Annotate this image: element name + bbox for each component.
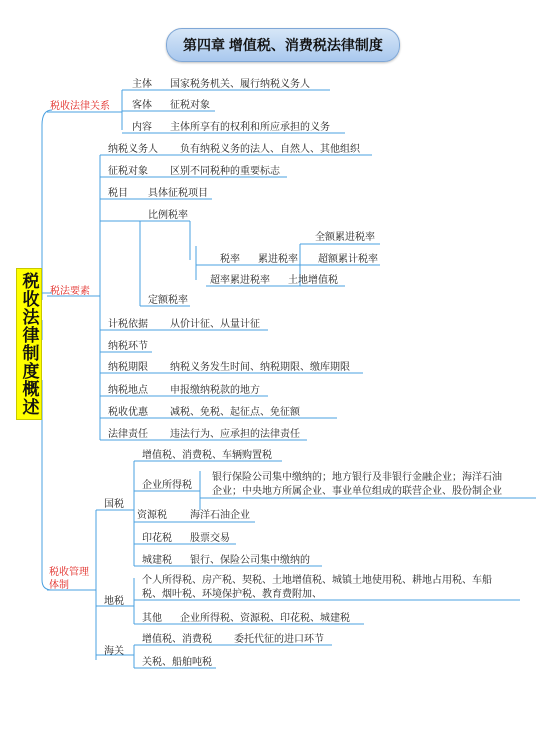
local-line2: 税、烟叶税、环境保护税、教育费附加、 (142, 589, 322, 600)
customs-row1-value: 委托代征的进口环节 (234, 634, 324, 645)
relation-subject-key: 主体 (132, 79, 152, 90)
urban-tax-key: 城建税 (142, 555, 172, 566)
basis-value: 从价计征、从量计征 (170, 319, 260, 330)
proportional-rate: 比例税率 (148, 210, 188, 221)
local-tax-label: 地税 (104, 596, 124, 607)
liability-value: 违法行为、应承担的法律责任 (170, 429, 300, 440)
object-key: 征税对象 (108, 166, 148, 177)
resource-tax-value: 海洋石油企业 (190, 510, 250, 521)
relation-content-value: 主体所享有的权利和所应承担的义务 (170, 122, 330, 133)
resource-tax-key: 资源税 (137, 510, 167, 521)
place-key: 纳税地点 (108, 385, 148, 396)
customs-row2: 关税、船舶吨税 (142, 657, 212, 668)
local-other-value: 企业所得税、资源税、印花税、城建税 (180, 613, 350, 624)
period-key: 纳税期限 (108, 362, 148, 373)
chapter-title: 第四章 增值税、消费税法律制度 (166, 28, 400, 62)
relation-subject-value: 国家税务机关、履行纳税义务人 (170, 79, 310, 90)
cit-line1: 银行保险公司集中缴纳的；地方银行及非银行金融企业；海洋石油 (212, 472, 502, 483)
cit-line2: 企业；中央地方所属企业、事业单位组成的联营企业、股份制企业 (212, 486, 502, 497)
customs-label: 海关 (104, 646, 124, 657)
customs-row1-key: 增值税、消费税 (142, 634, 212, 645)
preference-key: 税收优惠 (108, 407, 148, 418)
stamp-tax-value: 股票交易 (190, 533, 230, 544)
item-key: 税目 (108, 188, 128, 199)
local-other-key: 其他 (142, 613, 162, 624)
national-row1: 增值税、消费税、车辆购置税 (142, 450, 272, 461)
excess-rate-progressive: 超率累进税率 (210, 275, 270, 286)
object-value: 区别不同税种的重要标志 (170, 166, 280, 177)
relation-object-key: 客体 (132, 100, 152, 111)
elements-label: 税法要素 (50, 286, 90, 297)
land-vat: 土地增值税 (288, 275, 338, 286)
taxpayer-value: 负有纳税义务的法人、自然人、其他组织 (180, 144, 360, 155)
relation-content-key: 内容 (132, 122, 152, 133)
admin-label: 税收管理体制 (49, 567, 89, 591)
excess-progressive-rate: 超额累计税率 (318, 254, 378, 265)
stamp-tax-key: 印花税 (142, 533, 172, 544)
rate-label: 税率 (220, 254, 240, 265)
urban-tax-value: 银行、保险公司集中缴纳的 (190, 555, 310, 566)
full-progressive-rate: 全额累进税率 (315, 232, 375, 243)
place-value: 申报缴纳税款的地方 (170, 385, 260, 396)
national-tax-label: 国税 (104, 499, 124, 510)
fixed-rate: 定额税率 (148, 295, 188, 306)
taxpayer-key: 纳税义务人 (108, 144, 158, 155)
local-line1: 个人所得税、房产税、契税、土地增值税、城镇土地使用税、耕地占用税、车船 (142, 575, 492, 586)
period-value: 纳税义务发生时间、纳税期限、缴库期限 (170, 362, 350, 373)
basis-key: 计税依据 (108, 319, 148, 330)
item-value: 具体征税项目 (148, 188, 208, 199)
preference-value: 减税、免税、起征点、免征额 (170, 407, 300, 418)
relation-object-value: 征税对象 (170, 100, 210, 111)
tax-link: 纳税环节 (108, 341, 148, 352)
root-node: 税收法律制度概述 (16, 268, 42, 420)
relation-label: 税收法律关系 (50, 101, 110, 112)
liability-key: 法律责任 (108, 429, 148, 440)
cit-label: 企业所得税 (142, 480, 192, 491)
progressive-rate: 累进税率 (258, 254, 298, 265)
